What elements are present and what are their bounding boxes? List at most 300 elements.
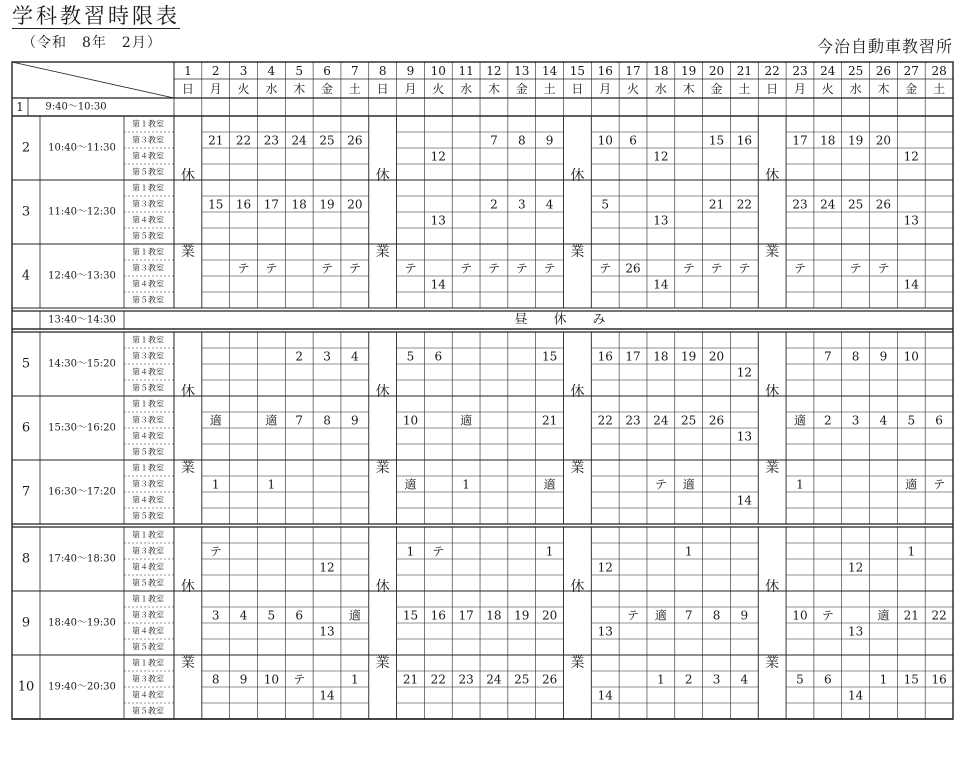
- cell-value: 25: [847, 197, 864, 212]
- room-label: 第４教室: [132, 626, 164, 636]
- day-number: 13: [514, 64, 530, 78]
- day-weekday: 日: [376, 82, 389, 96]
- cell-value: 24: [820, 197, 836, 212]
- day-number: 23: [792, 64, 808, 78]
- room-label: 第５教室: [132, 511, 164, 521]
- closed-top-label: 休: [375, 384, 390, 400]
- room-label: 第３教室: [132, 199, 164, 209]
- day-number: 2: [211, 64, 220, 78]
- closed-top-label: 休: [180, 579, 195, 595]
- closed-bottom-label: 業: [375, 655, 390, 671]
- cell-value: 12: [847, 560, 864, 575]
- cell-value: 3: [851, 413, 860, 428]
- cell-value: テ: [432, 544, 445, 559]
- cell-value: テ: [265, 261, 278, 276]
- closed-bottom-label: 業: [765, 460, 780, 476]
- room-label: 第４教室: [132, 562, 164, 572]
- room-label: 第３教室: [132, 546, 164, 556]
- cell-value: テ: [515, 261, 528, 276]
- room-label: 第４教室: [132, 367, 164, 377]
- cell-value: 1: [657, 672, 665, 687]
- cell-value: 9: [351, 413, 359, 428]
- day-weekday: 火: [432, 82, 445, 96]
- cell-value: 12: [736, 365, 752, 380]
- cell-value: 26: [541, 672, 558, 687]
- cell-value: 9: [740, 608, 749, 623]
- cell-value: 2: [823, 413, 832, 428]
- cell-value: テ: [293, 672, 306, 687]
- cell-value: 15: [903, 672, 919, 687]
- cell-value: 10: [903, 349, 919, 364]
- day-weekday: 土: [543, 82, 556, 96]
- cell-value: 16: [235, 197, 252, 212]
- cell-value: 6: [434, 349, 443, 364]
- day-number: 14: [541, 64, 558, 78]
- day-weekday: 木: [487, 82, 500, 96]
- room-label: 第５教室: [132, 231, 164, 241]
- cell-value: 適: [543, 477, 556, 492]
- closed-top-label: 休: [570, 168, 585, 184]
- cell-value: テ: [877, 261, 890, 276]
- closed-bottom-label: 業: [570, 460, 585, 476]
- day-number: 26: [875, 64, 892, 78]
- day-weekday: 土: [933, 82, 946, 96]
- cell-value: テ: [933, 477, 946, 492]
- room-label: 第４教室: [132, 431, 164, 441]
- cell-value: 20: [875, 133, 892, 148]
- cell-value: 18: [486, 608, 502, 623]
- room-label: 第１教室: [132, 658, 164, 668]
- day-number: 11: [458, 64, 474, 78]
- closed-top-label: 休: [375, 579, 390, 595]
- cell-value: 8: [517, 133, 526, 148]
- cell-value: テ: [404, 261, 417, 276]
- period-number: 8: [21, 551, 31, 567]
- cell-value: 3: [211, 608, 220, 623]
- period-time: 12:40～13:30: [48, 270, 116, 282]
- cell-value: 19: [847, 133, 864, 148]
- cell-value: 3: [517, 197, 526, 212]
- cell-value: テ: [599, 261, 612, 276]
- day-weekday: 金: [515, 82, 528, 96]
- room-label: 第３教室: [132, 135, 164, 145]
- day-number: 18: [653, 64, 669, 78]
- cell-value: 8: [211, 672, 220, 687]
- cell-value: 16: [736, 133, 752, 148]
- day-weekday: 日: [571, 82, 584, 96]
- cell-value: 7: [295, 413, 304, 428]
- period-number: 2: [21, 140, 31, 156]
- day-number: 27: [903, 64, 919, 78]
- room-label: 第５教室: [132, 578, 164, 588]
- room-label: 第１教室: [132, 594, 164, 604]
- room-label: 第５教室: [132, 642, 164, 652]
- cell-value: 12: [430, 149, 446, 164]
- day-weekday: 水: [654, 82, 667, 96]
- closed-bottom-label: 業: [180, 655, 195, 671]
- closed-bottom-label: 業: [765, 244, 780, 260]
- period-time: 10:40～11:30: [48, 142, 116, 154]
- day-number: 5: [295, 64, 304, 78]
- cell-value: 22: [597, 413, 613, 428]
- room-label: 第５教室: [132, 383, 164, 393]
- room-label: 第５教室: [132, 295, 164, 305]
- day-weekday: 土: [348, 82, 361, 96]
- day-weekday: 水: [849, 82, 862, 96]
- period-time: 17:40～18:30: [48, 553, 116, 565]
- cell-value: 9: [239, 672, 248, 687]
- cell-value: 26: [875, 197, 892, 212]
- cell-value: テ: [237, 261, 250, 276]
- grid-line: [12, 62, 174, 98]
- day-weekday: 火: [627, 82, 640, 96]
- day-number: 21: [736, 64, 752, 78]
- closed-bottom-label: 業: [180, 244, 195, 260]
- cell-value: 17: [458, 608, 474, 623]
- cell-value: 6: [629, 133, 637, 148]
- room-label: 第１教室: [132, 119, 164, 129]
- cell-value: 5: [601, 197, 610, 212]
- room-label: 第３教室: [132, 351, 164, 361]
- cell-value: 20: [347, 197, 363, 212]
- day-weekday: 木: [877, 82, 890, 96]
- cell-value: 2: [490, 197, 498, 212]
- day-number: 25: [847, 64, 864, 78]
- day-number: 10: [430, 64, 446, 78]
- cell-value: テ: [710, 261, 723, 276]
- cell-value: 4: [740, 672, 749, 687]
- closed-top-label: 休: [765, 384, 780, 400]
- day-number: 24: [820, 64, 836, 78]
- room-label: 第４教室: [132, 690, 164, 700]
- cell-value: 1: [879, 672, 888, 687]
- cell-value: テ: [849, 261, 862, 276]
- cell-value: 24: [291, 133, 307, 148]
- cell-value: 8: [323, 413, 331, 428]
- cell-value: 1: [267, 477, 276, 492]
- school-name: 今治自動車教習所: [816, 37, 953, 56]
- cell-value: 1: [351, 672, 359, 687]
- cell-value: 26: [625, 261, 641, 276]
- day-number: 19: [681, 64, 697, 78]
- cell-value: 16: [597, 349, 613, 364]
- cell-value: 13: [430, 213, 446, 228]
- cell-value: 18: [291, 197, 307, 212]
- cell-value: 19: [681, 349, 697, 364]
- day-weekday: 金: [710, 82, 723, 96]
- cell-value: 25: [514, 672, 530, 687]
- cell-value: 25: [681, 413, 697, 428]
- cell-value: 19: [319, 197, 335, 212]
- period-time: 18:40～19:30: [48, 617, 116, 629]
- day-weekday: 月: [404, 82, 417, 96]
- day-weekday: 火: [821, 82, 834, 96]
- cell-value: 1: [545, 544, 554, 559]
- cell-value: 18: [653, 349, 669, 364]
- cell-value: テ: [487, 261, 500, 276]
- cell-value: 10: [263, 672, 280, 687]
- cell-value: テ: [821, 608, 834, 623]
- cell-value: 7: [823, 349, 832, 364]
- cell-value: 2: [684, 672, 693, 687]
- period-number: 4: [21, 268, 31, 284]
- day-number: 17: [625, 64, 641, 78]
- day-number: 20: [708, 64, 725, 78]
- cell-value: 5: [406, 349, 415, 364]
- cell-value: 適: [404, 477, 417, 492]
- day-number: 15: [569, 64, 586, 78]
- room-label: 第３教室: [132, 415, 164, 425]
- cell-value: 13: [319, 624, 335, 639]
- cell-value: 6: [935, 413, 943, 428]
- cell-value: 23: [792, 197, 808, 212]
- cell-value: 5: [796, 672, 804, 687]
- cell-value: 3: [712, 672, 721, 687]
- day-number: 4: [267, 64, 276, 78]
- cell-value: 13: [903, 213, 919, 228]
- cell-value: 14: [319, 688, 335, 703]
- cell-value: 9: [879, 349, 888, 364]
- cell-value: 6: [295, 608, 304, 623]
- day-weekday: 日: [766, 82, 779, 96]
- closed-bottom-label: 業: [570, 655, 585, 671]
- room-label: 第５教室: [132, 167, 164, 177]
- cell-value: 19: [514, 608, 530, 623]
- cell-value: 6: [823, 672, 832, 687]
- cell-value: 1: [211, 477, 220, 492]
- closed-top-label: 休: [570, 579, 585, 595]
- room-label: 第１教室: [132, 335, 164, 345]
- cell-value: 15: [708, 133, 725, 148]
- cell-value: 17: [263, 197, 280, 212]
- day-number: 22: [764, 64, 780, 78]
- period-time: 15:30～16:20: [48, 422, 116, 434]
- room-label: 第１教室: [132, 530, 164, 540]
- day-number: 7: [351, 64, 359, 78]
- cell-value: 22: [736, 197, 752, 212]
- cell-value: 5: [907, 413, 916, 428]
- day-number: 6: [323, 64, 331, 78]
- cell-value: 14: [597, 688, 613, 703]
- cell-value: 15: [541, 349, 558, 364]
- period-number: 7: [21, 484, 31, 500]
- room-label: 第３教室: [132, 610, 164, 620]
- closed-top-label: 休: [180, 168, 195, 184]
- cell-value: 18: [820, 133, 836, 148]
- lunch-time: 13:40～14:30: [48, 314, 116, 326]
- day-weekday: 土: [738, 82, 751, 96]
- closed-top-label: 休: [180, 384, 195, 400]
- cell-value: 1: [684, 544, 693, 559]
- closed-top-label: 休: [765, 579, 780, 595]
- cell-value: 4: [545, 197, 554, 212]
- cell-value: テ: [321, 261, 334, 276]
- cell-value: 2: [295, 349, 304, 364]
- cell-value: 20: [541, 608, 558, 623]
- day-weekday: 木: [682, 82, 695, 96]
- day-number: 16: [597, 64, 613, 78]
- period-time: 11:40～12:30: [48, 206, 116, 218]
- cell-value: 13: [847, 624, 864, 639]
- room-label: 第４教室: [132, 215, 164, 225]
- day-weekday: 金: [321, 82, 334, 96]
- cell-value: 17: [625, 349, 641, 364]
- cell-value: テ: [543, 261, 556, 276]
- cell-value: 21: [708, 197, 725, 212]
- closed-bottom-label: 業: [570, 244, 585, 260]
- day-weekday: 水: [265, 82, 278, 96]
- closed-bottom-label: 業: [765, 655, 780, 671]
- closed-bottom-label: 業: [375, 460, 390, 476]
- room-label: 第４教室: [132, 495, 164, 505]
- cell-value: 4: [879, 413, 888, 428]
- cell-value: 適: [348, 608, 361, 623]
- day-number: 3: [239, 64, 248, 78]
- cell-value: 適: [654, 608, 667, 623]
- cell-value: 適: [905, 477, 918, 492]
- page-title: 学科教習時限表: [12, 4, 180, 28]
- room-label: 第４教室: [132, 279, 164, 289]
- room-label: 第１教室: [132, 463, 164, 473]
- cell-value: テ: [627, 608, 640, 623]
- closed-bottom-label: 業: [375, 244, 390, 260]
- cell-value: 適: [265, 413, 278, 428]
- cell-value: 8: [851, 349, 860, 364]
- cell-value: 24: [486, 672, 502, 687]
- cell-value: 14: [653, 277, 669, 292]
- day-weekday: 月: [599, 82, 612, 96]
- day-weekday: 水: [460, 82, 473, 96]
- cell-value: 9: [545, 133, 554, 148]
- period-number: 9: [21, 615, 31, 631]
- period-number: 10: [17, 679, 35, 695]
- cell-value: 1: [907, 544, 916, 559]
- cell-value: 21: [903, 608, 919, 623]
- closed-top-label: 休: [765, 168, 780, 184]
- cell-value: 23: [263, 133, 280, 148]
- cell-value: 3: [323, 349, 331, 364]
- cell-value: 12: [319, 560, 335, 575]
- cell-value: 13: [597, 624, 613, 639]
- cell-value: 1: [796, 477, 804, 492]
- period-number: 1: [16, 100, 24, 114]
- cell-value: 15: [402, 608, 419, 623]
- cell-value: 7: [490, 133, 498, 148]
- cell-value: 適: [460, 413, 473, 428]
- cell-value: テ: [209, 544, 222, 559]
- room-label: 第１教室: [132, 399, 164, 409]
- cell-value: 12: [903, 149, 919, 164]
- cell-value: 22: [430, 672, 446, 687]
- cell-value: 14: [430, 277, 446, 292]
- cell-value: 16: [931, 672, 947, 687]
- cell-value: 16: [430, 608, 446, 623]
- cell-value: 14: [847, 688, 864, 703]
- cell-value: テ: [348, 261, 361, 276]
- cell-value: テ: [460, 261, 473, 276]
- cell-value: 21: [541, 413, 558, 428]
- day-weekday: 日: [181, 82, 194, 96]
- room-label: 第１教室: [132, 247, 164, 257]
- cell-value: テ: [793, 261, 806, 276]
- period-number: 5: [21, 356, 31, 372]
- cell-value: 4: [239, 608, 248, 623]
- cell-value: 15: [208, 197, 224, 212]
- cell-value: 10: [402, 413, 419, 428]
- closed-top-label: 休: [375, 168, 390, 184]
- cell-value: 25: [319, 133, 335, 148]
- cell-value: 26: [347, 133, 363, 148]
- period-number: 6: [21, 420, 31, 436]
- day-number: 9: [406, 64, 415, 78]
- room-label: 第３教室: [132, 674, 164, 684]
- cell-value: 26: [708, 413, 725, 428]
- cell-value: テ: [738, 261, 751, 276]
- cell-value: 21: [208, 133, 224, 148]
- cell-value: 8: [712, 608, 721, 623]
- period-number: 3: [21, 204, 31, 220]
- cell-value: 22: [931, 608, 947, 623]
- cell-value: 13: [736, 429, 752, 444]
- cell-value: 20: [708, 349, 725, 364]
- period-label: （令和 8年 2月）: [22, 35, 162, 51]
- cell-value: 13: [653, 213, 669, 228]
- room-label: 第１教室: [132, 183, 164, 193]
- cell-value: 7: [684, 608, 693, 623]
- day-number: 8: [378, 64, 387, 78]
- cell-value: 4: [351, 349, 359, 364]
- cell-value: 12: [653, 149, 669, 164]
- day-number: 28: [931, 64, 947, 78]
- period-time: 19:40～20:30: [48, 681, 116, 693]
- cell-value: 1: [462, 477, 470, 492]
- day-weekday: 木: [293, 82, 306, 96]
- cell-value: 17: [792, 133, 808, 148]
- day-weekday: 金: [905, 82, 918, 96]
- cell-value: 23: [458, 672, 474, 687]
- day-number: 12: [486, 64, 502, 78]
- cell-value: テ: [682, 261, 695, 276]
- cell-value: テ: [654, 477, 667, 492]
- closed-bottom-label: 業: [180, 460, 195, 476]
- closed-top-label: 休: [570, 384, 585, 400]
- cell-value: 適: [877, 608, 890, 623]
- room-label: 第５教室: [132, 706, 164, 716]
- period-time: 9:40～10:30: [45, 101, 107, 113]
- day-weekday: 火: [237, 82, 250, 96]
- cell-value: 10: [597, 133, 613, 148]
- lunch-label: 昼 休 み: [514, 312, 606, 328]
- cell-value: 23: [625, 413, 641, 428]
- cell-value: 1: [406, 544, 415, 559]
- cell-value: 14: [736, 493, 752, 508]
- cell-value: 10: [792, 608, 808, 623]
- cell-value: 適: [682, 477, 695, 492]
- cell-value: 適: [793, 413, 806, 428]
- period-time: 14:30～15:20: [48, 358, 116, 370]
- cell-value: 5: [267, 608, 276, 623]
- room-label: 第４教室: [132, 151, 164, 161]
- period-time: 16:30～17:20: [48, 486, 116, 498]
- day-weekday: 月: [793, 82, 806, 96]
- room-label: 第３教室: [132, 263, 164, 273]
- cell-value: 14: [903, 277, 919, 292]
- cell-value: 適: [209, 413, 222, 428]
- cell-value: 21: [402, 672, 419, 687]
- cell-value: 24: [653, 413, 669, 428]
- day-weekday: 月: [209, 82, 222, 96]
- room-label: 第５教室: [132, 447, 164, 457]
